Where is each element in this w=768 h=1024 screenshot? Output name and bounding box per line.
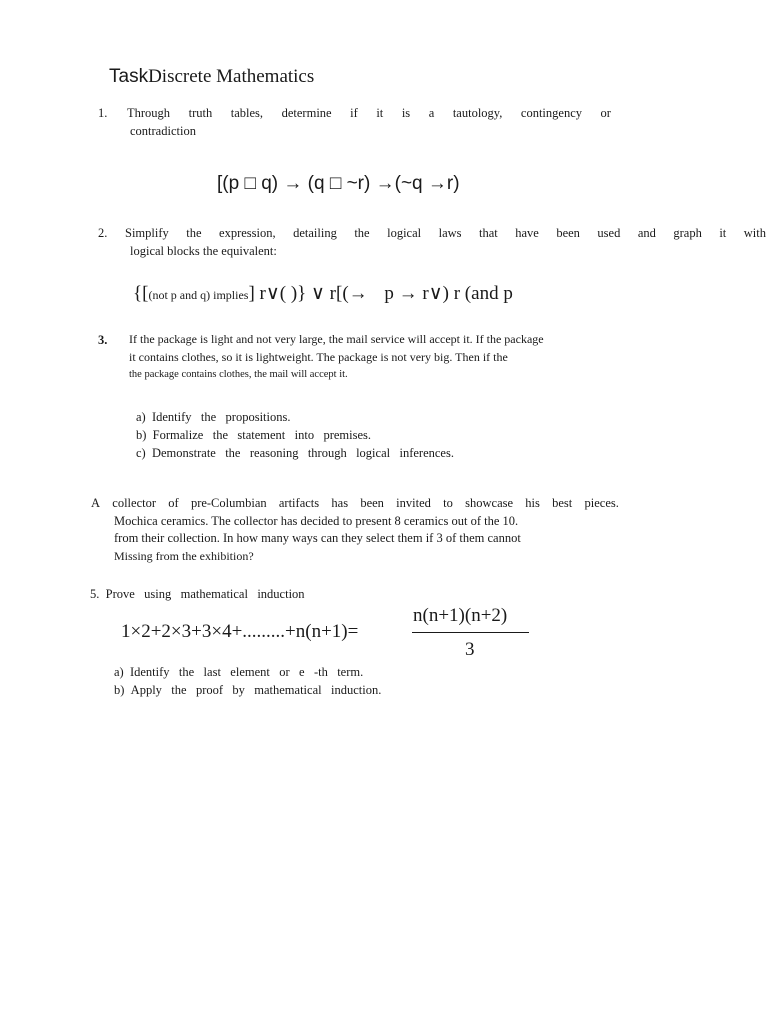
question-3-line-3: the package contains clothes, the mail will accept it. [129, 369, 348, 380]
word: pre-Columbian [190, 496, 267, 510]
induction-lhs: 1×2+2×3+3×4+.........+n(n+1)= [121, 621, 359, 642]
induction-denominator: 3 [465, 639, 475, 660]
question-5-number: 5. [90, 587, 100, 601]
item-label: c) [136, 446, 146, 460]
title-rest: Discrete Mathematics [148, 66, 315, 87]
word: a [428, 106, 435, 120]
question-5-item-a [114, 665, 363, 680]
word: detailing [293, 226, 337, 240]
title-bold: Task [109, 66, 149, 87]
question-5-item-b [114, 683, 381, 698]
word: it [719, 226, 727, 240]
word: been [360, 496, 384, 510]
word: the [354, 226, 370, 240]
item-text: Identify the last element or e -th term. [129, 665, 364, 679]
word: contingency [520, 106, 582, 120]
word: graph [673, 226, 702, 240]
word: determine [281, 106, 332, 120]
question-2-number: 2. [98, 226, 108, 240]
question-3-item-c [136, 446, 454, 461]
question-1-line-2: contradiction [130, 124, 196, 138]
word: tables, [230, 106, 264, 120]
word: been [556, 226, 580, 240]
word: it [376, 106, 384, 120]
question-4-line-1 [91, 496, 619, 511]
word: best [552, 496, 573, 510]
item-label: a) [114, 665, 124, 679]
formula-middle: ] r∨( )} ∨ r[(→ [248, 283, 368, 304]
question-1-number: 1. [98, 106, 108, 120]
word: laws [438, 226, 462, 240]
word: expression, [219, 226, 276, 240]
question-3-item-b [136, 428, 371, 443]
item-label: b) [136, 428, 147, 442]
word: truth [188, 106, 213, 120]
formula-open: {[ [133, 283, 149, 304]
word: invited [396, 496, 431, 510]
question-3-number: 3. [98, 333, 108, 347]
question-4-line-4: Missing from the exhibition? [114, 549, 254, 563]
item-text: Demonstrate the reasoning through logical inferences. [151, 446, 454, 460]
formula-small-text: (not p and q) implies [148, 288, 249, 302]
word: Through [127, 106, 171, 120]
question-4-line-2: Mochica ceramics. The collector has decided to present 8 ceramics out of the 10. [114, 514, 519, 528]
word: pieces. [584, 496, 619, 510]
question-3-line-2: it contains clothes, so it is lightweight. The package is not very big. Then if the [129, 350, 508, 364]
word: Simplify [125, 226, 169, 240]
question-1-line-1 [127, 106, 611, 121]
document-title [109, 66, 314, 88]
question-2-formula [133, 282, 513, 305]
item-text: Apply the proof by mathematical induction. [130, 683, 382, 697]
question-4-line-3: from their collection. In how many ways can they select them if 3 of them cannot [114, 531, 521, 545]
word: with [743, 226, 766, 240]
word: the [186, 226, 202, 240]
word: A [91, 496, 101, 510]
item-label: a) [136, 410, 146, 424]
question-2-line-1 [125, 226, 766, 241]
word: tautology, [452, 106, 503, 120]
word: or [600, 106, 611, 120]
word: and [637, 226, 656, 240]
word: to [443, 496, 453, 510]
question-5-text: Prove using mathematical induction [105, 587, 305, 601]
word: has [331, 496, 349, 510]
formula-right: p → r∨) r (and p [384, 283, 513, 304]
word: used [597, 226, 621, 240]
word: collector [112, 496, 157, 510]
question-1-formula: [(p □ q) → (q □ ~r) →(~q →r) [217, 173, 460, 194]
question-5-heading [90, 587, 305, 602]
word: if [350, 106, 358, 120]
word: artifacts [278, 496, 320, 510]
question-3-item-a [136, 410, 291, 425]
word: of [168, 496, 179, 510]
question-3-line-1: If the package is light and not very large, the mail service will accept it. If the package [129, 332, 544, 346]
word: have [515, 226, 539, 240]
fraction-bar [412, 632, 529, 633]
induction-numerator: n(n+1)(n+2) [413, 605, 508, 626]
item-label: b) [114, 683, 125, 697]
word: his [525, 496, 540, 510]
word: showcase [465, 496, 514, 510]
word: logical [387, 226, 422, 240]
item-text: Identify the propositions. [151, 410, 291, 424]
word: that [479, 226, 498, 240]
item-text: Formalize the statement into premises. [152, 428, 372, 442]
word: is [401, 106, 411, 120]
question-2-line-2: logical blocks the equivalent: [130, 244, 277, 258]
